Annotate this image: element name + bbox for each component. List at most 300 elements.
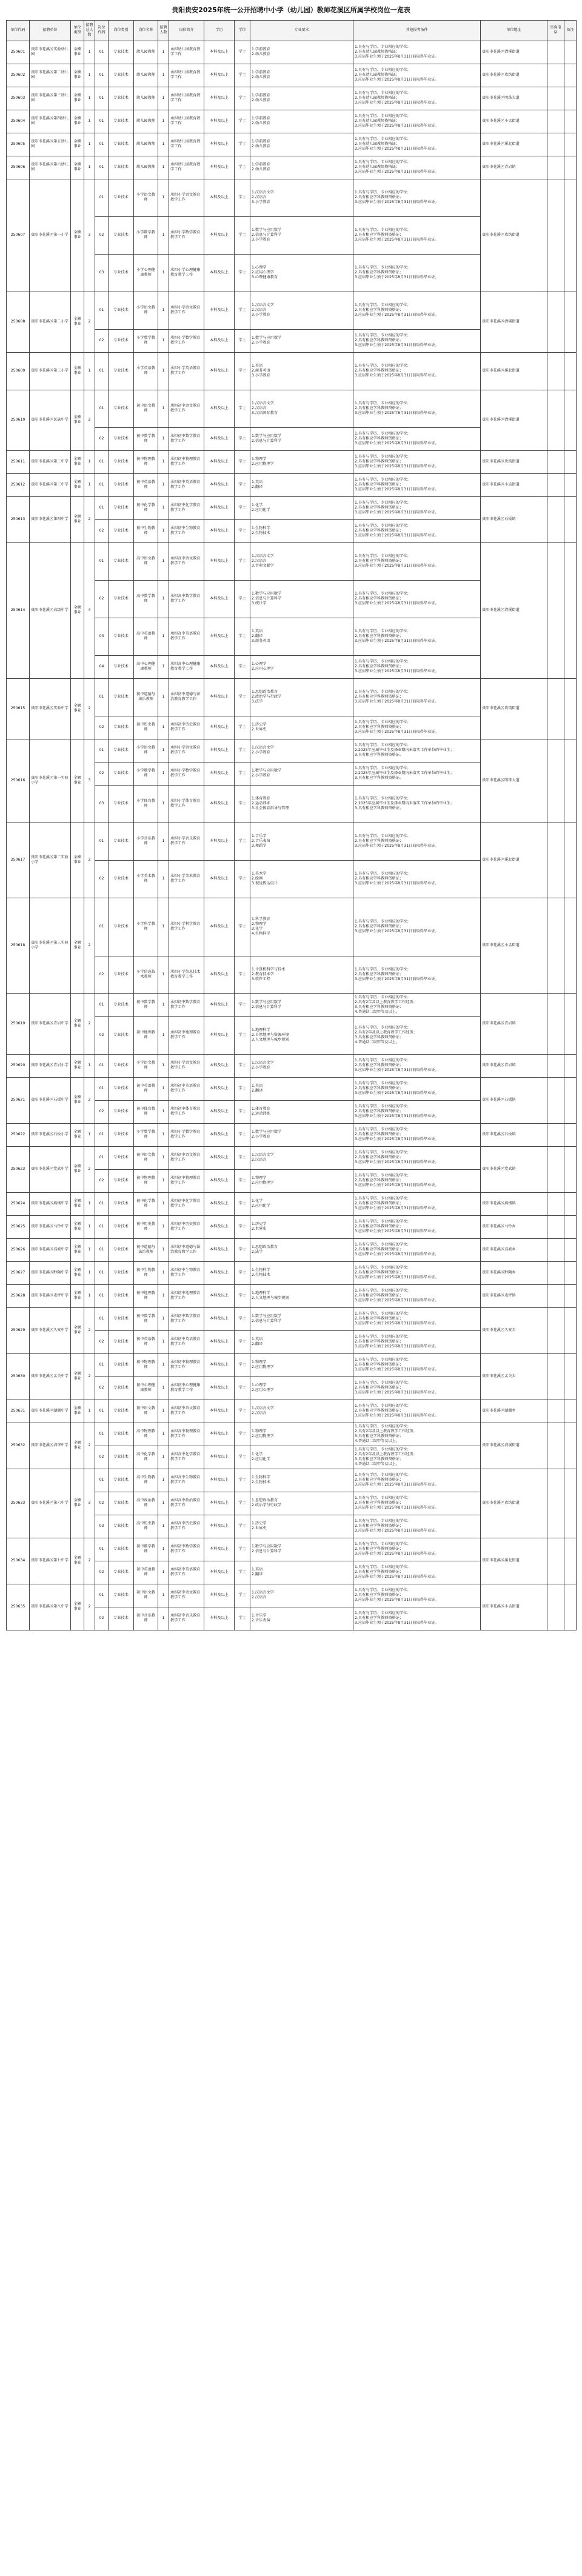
- requirements-cell: 1.具有与学历、专业相应的学位； 2.具有相应学科教师资格证； 3.应届毕业生须于2025年8月31日前取得毕业证。: [353, 1330, 481, 1353]
- major-cell: 1.思想政治教育 2.政治学与行政学: [250, 1492, 353, 1515]
- positions-table: [6, 20, 577, 1630]
- position-code-cell: 01: [95, 450, 109, 473]
- requirements-cell: 1.具有与学历、专业相应的学位； 2.具有相应学科教师资格证； 3.应届毕业生须于2025年8月31日前取得毕业证。: [353, 542, 481, 580]
- note-cell: [564, 1469, 577, 1538]
- position-desc-cell: 承担小学美术教育教学工作: [169, 860, 204, 898]
- note-cell: [564, 1238, 577, 1261]
- position-category-cell: 专业技术: [109, 41, 134, 64]
- degree-cell: 学士: [235, 1423, 250, 1446]
- position-code-cell: 02: [95, 1330, 109, 1353]
- note-cell: [564, 496, 577, 542]
- education-cell: 本科及以上: [204, 179, 235, 216]
- major-cell: 1.英语 2.翻译 3.商务英语: [250, 618, 353, 655]
- degree-cell: 学士: [235, 1016, 250, 1054]
- degree-cell: 学士: [235, 64, 250, 87]
- major-cell: 1.物理学 2.应用物理学: [250, 1423, 353, 1446]
- position-name-cell: 幼儿园教师: [134, 87, 158, 110]
- position-code-cell: 01: [95, 1307, 109, 1330]
- unit-code-cell: 250612: [7, 473, 30, 496]
- unit-code-cell: 250629: [7, 1307, 30, 1353]
- degree-cell: 学士: [235, 739, 250, 762]
- position-count-cell: 1: [158, 87, 169, 110]
- position-code-cell: 01: [95, 1192, 109, 1215]
- unit-name-cell: 贵阳市花溪区第三幼儿园: [30, 87, 71, 110]
- position-code-cell: 01: [95, 41, 109, 64]
- requirements-cell: 1.具有与学历、专业相应的学位； 2.具有相应学科教师资格证； 3.应届毕业生须于2025年8月31日前取得毕业证。: [353, 519, 481, 542]
- table-row: [7, 1284, 577, 1307]
- position-desc-cell: 承担幼儿园教育教学工作: [169, 156, 204, 179]
- phone-cell: [547, 473, 564, 496]
- unit-code-cell: 250622: [7, 1123, 30, 1146]
- phone-cell: [547, 133, 564, 156]
- degree-cell: 学士: [235, 1376, 250, 1400]
- note-cell: [564, 64, 577, 87]
- unit-code-cell: 250605: [7, 133, 30, 156]
- requirements-cell: 1.具有与学历、专业相应的学位； 2.具有2年及以上教育教学工作经历； 3.具有相应学科教师资格证； 4.普通话二级甲等及以上。: [353, 1446, 481, 1469]
- unit-type-cell: 全额事业: [71, 133, 84, 156]
- column-header: 学位: [235, 20, 250, 41]
- note-cell: [564, 542, 577, 678]
- position-desc-cell: 承担高中生物教育教学工作: [169, 1469, 204, 1492]
- unit-name-cell: 贵阳市花溪区青岩中学: [30, 993, 71, 1054]
- column-header: 岗位类别: [109, 20, 134, 41]
- table-row: [7, 41, 577, 64]
- position-category-cell: 专业技术: [109, 1123, 134, 1146]
- position-count-cell: 1: [158, 1192, 169, 1215]
- unit-type-cell: 全额事业: [71, 450, 84, 473]
- position-category-cell: 专业技术: [109, 542, 134, 580]
- degree-cell: 学士: [235, 1469, 250, 1492]
- table-row: [7, 898, 577, 956]
- degree-cell: 学士: [235, 1284, 250, 1307]
- major-cell: 1.数学与应用数学 2.信息与计算科学: [250, 1538, 353, 1561]
- unit-code-cell: 250602: [7, 64, 30, 87]
- position-desc-cell: 承担初中道德与法治教育教学工作: [169, 1238, 204, 1261]
- position-desc-cell: 承担初中化学教育教学工作: [169, 496, 204, 519]
- phone-cell: [547, 1423, 564, 1469]
- position-count-cell: 1: [158, 1238, 169, 1261]
- major-cell: 1.音乐学 2.音乐表演: [250, 1607, 353, 1630]
- education-cell: 本科及以上: [204, 41, 235, 64]
- note-cell: [564, 1146, 577, 1192]
- unit-code-cell: 250625: [7, 1215, 30, 1238]
- requirements-cell: 1.具有与学历、专业相应的学位； 2.具有相应学科教师资格证； 3.应届毕业生须于2025年8月31日前取得毕业证。: [353, 179, 481, 216]
- position-count-cell: 1: [158, 716, 169, 739]
- note-cell: [564, 1400, 577, 1423]
- address-cell: 贵阳市花溪区孟关乡: [481, 1353, 547, 1400]
- position-desc-cell: 承担小学信息技术教育教学工作: [169, 956, 204, 993]
- degree-cell: 学士: [235, 1538, 250, 1561]
- position-name-cell: 高中历史教师: [134, 1515, 158, 1538]
- position-desc-cell: 承担小学语文教育教学工作: [169, 1054, 204, 1077]
- education-cell: 本科及以上: [204, 1215, 235, 1238]
- education-cell: 本科及以上: [204, 1238, 235, 1261]
- unit-total-cell: 1: [84, 133, 95, 156]
- position-count-cell: 1: [158, 655, 169, 678]
- position-name-cell: 小学美术教师: [134, 860, 158, 898]
- major-cell: 1.学前教育 2.幼儿教育: [250, 110, 353, 133]
- table-row: [7, 823, 577, 860]
- position-category-cell: 专业技术: [109, 1077, 134, 1100]
- note-cell: [564, 41, 577, 64]
- position-count-cell: 1: [158, 390, 169, 427]
- unit-name-cell: 贵阳市花溪区第三小学: [30, 352, 71, 390]
- table-row: [7, 1584, 577, 1607]
- column-header: 招聘人数: [158, 20, 169, 41]
- position-name-cell: 初中英语教师: [134, 473, 158, 496]
- position-desc-cell: 承担高中历史教育教学工作: [169, 1515, 204, 1538]
- education-cell: 本科及以上: [204, 898, 235, 956]
- position-desc-cell: 承担初中语文教育教学工作: [169, 1146, 204, 1169]
- position-count-cell: 1: [158, 156, 169, 179]
- position-category-cell: 专业技术: [109, 64, 134, 87]
- position-code-cell: 02: [95, 1100, 109, 1123]
- position-name-cell: 幼儿园教师: [134, 156, 158, 179]
- position-name-cell: 高中化学教师: [134, 1446, 158, 1469]
- education-cell: 本科及以上: [204, 390, 235, 427]
- table-header: [7, 20, 577, 41]
- position-category-cell: 专业技术: [109, 1261, 134, 1284]
- degree-cell: 学士: [235, 179, 250, 216]
- position-count-cell: 1: [158, 133, 169, 156]
- degree-cell: 学士: [235, 216, 250, 254]
- position-count-cell: 1: [158, 1469, 169, 1492]
- position-code-cell: 02: [95, 716, 109, 739]
- position-category-cell: 专业技术: [109, 993, 134, 1016]
- column-header: 学历: [204, 20, 235, 41]
- position-name-cell: 幼儿园教师: [134, 64, 158, 87]
- position-desc-cell: 承担初中音乐教育教学工作: [169, 1607, 204, 1630]
- table-row: [7, 1469, 577, 1492]
- table-row: [7, 156, 577, 179]
- position-name-cell: 小学体育教师: [134, 785, 158, 823]
- position-code-cell: 01: [95, 64, 109, 87]
- position-desc-cell: 承担初中生物教育教学工作: [169, 1261, 204, 1284]
- requirements-cell: 1.具有与学历、专业相应的学位； 2.具有相应学科教师资格证； 3.应届毕业生须于2025年8月31日前取得毕业证。: [353, 898, 481, 956]
- table-row: [7, 1400, 577, 1423]
- major-cell: 1.学前教育 2.幼儿教育: [250, 64, 353, 87]
- requirements-cell: 1.具有与学历、专业相应的学位； 2.具有相应学科教师资格证； 3.应届毕业生须于2025年8月31日前取得毕业证。: [353, 580, 481, 618]
- position-category-cell: 专业技术: [109, 1607, 134, 1630]
- table-row: [7, 450, 577, 473]
- major-cell: 1.数学与应用数学 2.信息与计算科学: [250, 1307, 353, 1330]
- degree-cell: 学士: [235, 1215, 250, 1238]
- position-name-cell: 幼儿园教师: [134, 133, 158, 156]
- major-cell: 1.数学与应用数学 2.信息与计算科学 3.统计学: [250, 580, 353, 618]
- degree-cell: 学士: [235, 292, 250, 329]
- position-desc-cell: 承担高中数学教育教学工作: [169, 580, 204, 618]
- position-code-cell: 02: [95, 1376, 109, 1400]
- address-cell: 贵阳市花溪区清溪街道: [481, 542, 547, 678]
- position-name-cell: 初中地理教师: [134, 1284, 158, 1307]
- position-code-cell: 01: [95, 292, 109, 329]
- position-category-cell: 专业技术: [109, 1100, 134, 1123]
- position-name-cell: 小学语文教师: [134, 739, 158, 762]
- phone-cell: [547, 1400, 564, 1423]
- phone-cell: [547, 1215, 564, 1238]
- position-category-cell: 专业技术: [109, 427, 134, 450]
- position-name-cell: 高中生物教师: [134, 1469, 158, 1492]
- major-cell: 1.地理科学 2.自然地理与资源环境 3.人文地理与城乡规划: [250, 1016, 353, 1054]
- position-desc-cell: 承担初中地理教育教学工作: [169, 1016, 204, 1054]
- education-cell: 本科及以上: [204, 1169, 235, 1192]
- education-cell: 本科及以上: [204, 1146, 235, 1169]
- position-category-cell: 专业技术: [109, 352, 134, 390]
- address-cell: 贵阳市花溪区久安乡: [481, 1307, 547, 1353]
- education-cell: 本科及以上: [204, 1192, 235, 1215]
- table-row: [7, 1077, 577, 1100]
- unit-code-cell: 250607: [7, 179, 30, 292]
- requirements-cell: 1.具有与学历、专业相应的学位； 2.具有相应学科教师资格证； 3.应届毕业生须于2025年8月31日前取得毕业证。: [353, 618, 481, 655]
- position-category-cell: 专业技术: [109, 1192, 134, 1215]
- requirements-cell: 1.具有与学历、专业相应的学位； 2.具有相应学科教师资格证； 3.应届毕业生须于2025年8月31日前取得毕业证。: [353, 823, 481, 860]
- degree-cell: 学士: [235, 956, 250, 993]
- unit-code-cell: 250618: [7, 898, 30, 993]
- requirements-cell: 1.具有与学历、专业相应的学位； 2.具有相应学科教师资格证； 3.应届毕业生须于2025年8月31日前取得毕业证。: [353, 390, 481, 427]
- note-cell: [564, 133, 577, 156]
- education-cell: 本科及以上: [204, 678, 235, 716]
- unit-total-cell: 1: [84, 1192, 95, 1215]
- unit-name-cell: 贵阳市花溪区实验中学: [30, 678, 71, 739]
- major-cell: 1.汉语言文学 2.汉语言 3.小学教育: [250, 179, 353, 216]
- position-desc-cell: 承担初中英语教育教学工作: [169, 473, 204, 496]
- position-name-cell: 初中体育教师: [134, 1100, 158, 1123]
- requirements-cell: 1.具有与学历、专业相应的学位； 2.具有相应学科教师资格证； 3.应届毕业生须于2025年8月31日前取得毕业证。: [353, 1192, 481, 1215]
- requirements-cell: 1.具有与学历、专业相应的学位； 2.具有相应学科教师资格证； 3.应届毕业生须于2025年8月31日前取得毕业证。: [353, 655, 481, 678]
- major-cell: 1.地理科学 2.人文地理与城乡规划: [250, 1284, 353, 1307]
- unit-type-cell: 全额事业: [71, 1238, 84, 1261]
- education-cell: 本科及以上: [204, 1584, 235, 1607]
- unit-type-cell: 全额事业: [71, 156, 84, 179]
- position-code-cell: 02: [95, 1446, 109, 1469]
- position-name-cell: 初中语文教师: [134, 390, 158, 427]
- position-category-cell: 专业技术: [109, 678, 134, 716]
- position-desc-cell: 承担初中语文教育教学工作: [169, 1584, 204, 1607]
- major-cell: 1.思想政治教育 2.法学: [250, 1238, 353, 1261]
- degree-cell: 学士: [235, 110, 250, 133]
- unit-name-cell: 贵阳市花溪区清华中学: [30, 1423, 71, 1469]
- unit-total-cell: 3: [84, 1469, 95, 1538]
- requirements-cell: 1.具有与学历、专业相应的学位； 2.具有相应学科教师资格证； 3.应届毕业生须于2025年8月31日前取得毕业证。: [353, 1515, 481, 1538]
- table-body: [7, 41, 577, 1630]
- position-code-cell: 02: [95, 1169, 109, 1192]
- position-desc-cell: 承担高中英语教育教学工作: [169, 618, 204, 655]
- unit-name-cell: 贵阳市花溪区燕楼中学: [30, 1192, 71, 1215]
- requirements-cell: 1.具有与学历、专业相应的学位； 2.具有相应学科教师资格证； 3.应届毕业生须于2025年8月31日前取得毕业证。: [353, 329, 481, 352]
- unit-type-cell: 全额事业: [71, 1123, 84, 1146]
- table-row: [7, 678, 577, 716]
- unit-name-cell: 贵阳市花溪区第二中学: [30, 450, 71, 473]
- position-category-cell: 专业技术: [109, 254, 134, 292]
- requirements-cell: 1.具有与学历、专业相应的学位； 2.具有相应学科教师资格证； 3.应届毕业生须于2025年8月31日前取得毕业证。: [353, 1123, 481, 1146]
- address-cell: 贵阳市花溪区小孟街道: [481, 1584, 547, 1630]
- major-cell: 1.英语 2.翻译: [250, 1561, 353, 1584]
- requirements-cell: 1.具有与学历、专业相应的学位； 2.具有相应学科教师资格证； 3.应届毕业生须于2025年8月31日前取得毕业证。: [353, 216, 481, 254]
- unit-code-cell: 250633: [7, 1469, 30, 1538]
- position-count-cell: 1: [158, 1123, 169, 1146]
- position-code-cell: 01: [95, 1469, 109, 1492]
- unit-name-cell: 贵阳市花溪区第六幼儿园: [30, 156, 71, 179]
- major-cell: 1.汉语言文学 2.汉语言 3.汉语国际教育: [250, 390, 353, 427]
- unit-total-cell: 4: [84, 542, 95, 678]
- position-category-cell: 专业技术: [109, 716, 134, 739]
- position-desc-cell: 承担初中数学教育教学工作: [169, 427, 204, 450]
- education-cell: 本科及以上: [204, 1423, 235, 1446]
- column-header: 招聘单位: [30, 20, 71, 41]
- phone-cell: [547, 1353, 564, 1400]
- degree-cell: 学士: [235, 1607, 250, 1630]
- address-cell: 贵阳市花溪区溪北街道: [481, 1538, 547, 1584]
- unit-type-cell: 全额事业: [71, 1284, 84, 1307]
- requirements-cell: 1.具有与学历、专业相应的学位； 2.具有相应学科教师资格证； 3.应届毕业生须于2025年8月31日前取得毕业证。: [353, 473, 481, 496]
- position-category-cell: 专业技术: [109, 1400, 134, 1423]
- position-name-cell: 初中物理教师: [134, 450, 158, 473]
- unit-code-cell: 250621: [7, 1077, 30, 1123]
- unit-total-cell: 1: [84, 156, 95, 179]
- degree-cell: 学士: [235, 618, 250, 655]
- address-cell: 贵阳市花溪区石板镇: [481, 1077, 547, 1123]
- phone-cell: [547, 41, 564, 64]
- position-name-cell: 初中化学教师: [134, 1192, 158, 1215]
- position-count-cell: 1: [158, 1607, 169, 1630]
- unit-type-cell: 全额事业: [71, 1307, 84, 1353]
- phone-cell: [547, 678, 564, 739]
- education-cell: 本科及以上: [204, 1376, 235, 1400]
- major-cell: 1.英语 2.翻译: [250, 1330, 353, 1353]
- column-header: 单位类型: [71, 20, 84, 41]
- unit-code-cell: 250614: [7, 542, 30, 678]
- requirements-cell: 1.具有与学历、专业相应的学位； 2.具有相应学科教师资格证； 3.应届毕业生须于2025年8月31日前取得毕业证。: [353, 1607, 481, 1630]
- position-code-cell: 01: [95, 352, 109, 390]
- address-cell: 贵阳市花溪区高坡乡: [481, 1238, 547, 1261]
- position-name-cell: 初中语文教师: [134, 1584, 158, 1607]
- note-cell: [564, 1077, 577, 1123]
- unit-total-cell: 1: [84, 1215, 95, 1238]
- degree-cell: 学士: [235, 473, 250, 496]
- page-title: 贵阳贵安2025年统一公开招聘中小学（幼儿园）教师花溪区所属学校岗位一览表: [172, 6, 410, 14]
- position-code-cell: 02: [95, 762, 109, 785]
- degree-cell: 学士: [235, 580, 250, 618]
- address-cell: 贵阳市花溪区贵筑街道: [481, 450, 547, 473]
- position-category-cell: 专业技术: [109, 1284, 134, 1307]
- unit-type-cell: 全额事业: [71, 1077, 84, 1123]
- unit-total-cell: 1: [84, 87, 95, 110]
- degree-cell: 学士: [235, 1584, 250, 1607]
- position-count-cell: 1: [158, 1100, 169, 1123]
- address-cell: 贵阳市花溪区溪北街道: [481, 352, 547, 390]
- education-cell: 本科及以上: [204, 292, 235, 329]
- position-desc-cell: 承担幼儿园教育教学工作: [169, 64, 204, 87]
- address-cell: 贵阳市花溪区明珠大道: [481, 739, 547, 823]
- table-row: [7, 1538, 577, 1561]
- position-code-cell: 03: [95, 1515, 109, 1538]
- unit-type-cell: 全额事业: [71, 352, 84, 390]
- requirements-cell: 1.具有与学历、专业相应的学位； 2.具有相应学科教师资格证； 3.应届毕业生须于2025年8月31日前取得毕业证。: [353, 1054, 481, 1077]
- education-cell: 本科及以上: [204, 1492, 235, 1515]
- major-cell: 1.心理学 2.应用心理学: [250, 1376, 353, 1400]
- major-cell: 1.物理学 2.应用物理学: [250, 450, 353, 473]
- position-code-cell: 01: [95, 156, 109, 179]
- position-category-cell: 专业技术: [109, 1561, 134, 1584]
- phone-cell: [547, 1469, 564, 1538]
- requirements-cell: 1.具有与学历、专业相应的学位； 2.具有相应学科教师资格证； 3.应届毕业生须于2025年8月31日前取得毕业证。: [353, 1400, 481, 1423]
- position-count-cell: 1: [158, 110, 169, 133]
- position-name-cell: 初中道德与法治教师: [134, 678, 158, 716]
- degree-cell: 学士: [235, 1100, 250, 1123]
- unit-total-cell: 2: [84, 1146, 95, 1192]
- unit-code-cell: 250617: [7, 823, 30, 898]
- unit-total-cell: 2: [84, 898, 95, 993]
- unit-code-cell: 250627: [7, 1261, 30, 1284]
- position-count-cell: 1: [158, 1584, 169, 1607]
- phone-cell: [547, 1284, 564, 1307]
- requirements-cell: 1.具有与学历、专业相应的学位； 2.具有相应学科教师资格证； 3.应届毕业生须于2025年8月31日前取得毕业证。: [353, 1584, 481, 1607]
- degree-cell: 学士: [235, 133, 250, 156]
- position-code-cell: 03: [95, 618, 109, 655]
- position-desc-cell: 承担幼儿园教育教学工作: [169, 41, 204, 64]
- requirements-cell: 1.具有与学历、专业相应的学位； 2.具有相应学科教师资格证； 3.应届毕业生须于2025年8月31日前取得毕业证。: [353, 496, 481, 519]
- unit-total-cell: 1: [84, 1261, 95, 1284]
- unit-name-cell: 贵阳市花溪区湖潮中学: [30, 1400, 71, 1423]
- note-cell: [564, 823, 577, 898]
- education-cell: 本科及以上: [204, 1400, 235, 1423]
- degree-cell: 学士: [235, 496, 250, 519]
- position-count-cell: 1: [158, 785, 169, 823]
- education-cell: 本科及以上: [204, 1307, 235, 1330]
- unit-type-cell: 全额事业: [71, 1423, 84, 1469]
- address-cell: 贵阳市花溪区溪北街道: [481, 823, 547, 898]
- note-cell: [564, 110, 577, 133]
- position-desc-cell: 承担初中道德与法治教育教学工作: [169, 678, 204, 716]
- unit-name-cell: 贵阳市花溪区第五幼儿园: [30, 133, 71, 156]
- unit-code-cell: 250601: [7, 41, 30, 64]
- major-cell: 1.科学教育 2.物理学 3.化学 4.生物科学: [250, 898, 353, 956]
- unit-type-cell: 全额事业: [71, 179, 84, 292]
- unit-total-cell: 2: [84, 823, 95, 898]
- address-cell: 贵阳市花溪区清溪街道: [481, 390, 547, 450]
- position-count-cell: 1: [158, 1538, 169, 1561]
- major-cell: 1.心理学 2.应用心理学 3.心理健康教育: [250, 254, 353, 292]
- phone-cell: [547, 352, 564, 390]
- note-cell: [564, 179, 577, 292]
- position-name-cell: 初中物理教师: [134, 1353, 158, 1376]
- table-row: [7, 1353, 577, 1376]
- position-desc-cell: 承担小学数学教育教学工作: [169, 216, 204, 254]
- unit-name-cell: 贵阳市花溪区青岩小学: [30, 1054, 71, 1077]
- phone-cell: [547, 292, 564, 352]
- degree-cell: 学士: [235, 329, 250, 352]
- education-cell: 本科及以上: [204, 473, 235, 496]
- education-cell: 本科及以上: [204, 156, 235, 179]
- note-cell: [564, 1123, 577, 1146]
- position-desc-cell: 承担初中地理教育教学工作: [169, 1284, 204, 1307]
- phone-cell: [547, 1192, 564, 1215]
- position-category-cell: 专业技术: [109, 956, 134, 993]
- position-code-cell: 01: [95, 678, 109, 716]
- column-header: 岗位简介: [169, 20, 204, 41]
- major-cell: 1.数学与应用数学 2.小学教育: [250, 329, 353, 352]
- major-cell: 1.美术学 2.绘画 3.视觉传达设计: [250, 860, 353, 898]
- unit-total-cell: 3: [84, 179, 95, 292]
- column-header: 其他报考条件: [353, 20, 481, 41]
- unit-total-cell: 2: [84, 993, 95, 1054]
- unit-total-cell: 1: [84, 1238, 95, 1261]
- position-count-cell: 1: [158, 1492, 169, 1515]
- education-cell: 本科及以上: [204, 542, 235, 580]
- unit-name-cell: 贵阳市花溪区马铃中学: [30, 1215, 71, 1238]
- requirements-cell: 1.具有与学历、专业相应的学位； 2.具有相应学科教师资格证； 3.应届毕业生须于2025年8月31日前取得毕业证。: [353, 1376, 481, 1400]
- position-count-cell: 1: [158, 1146, 169, 1169]
